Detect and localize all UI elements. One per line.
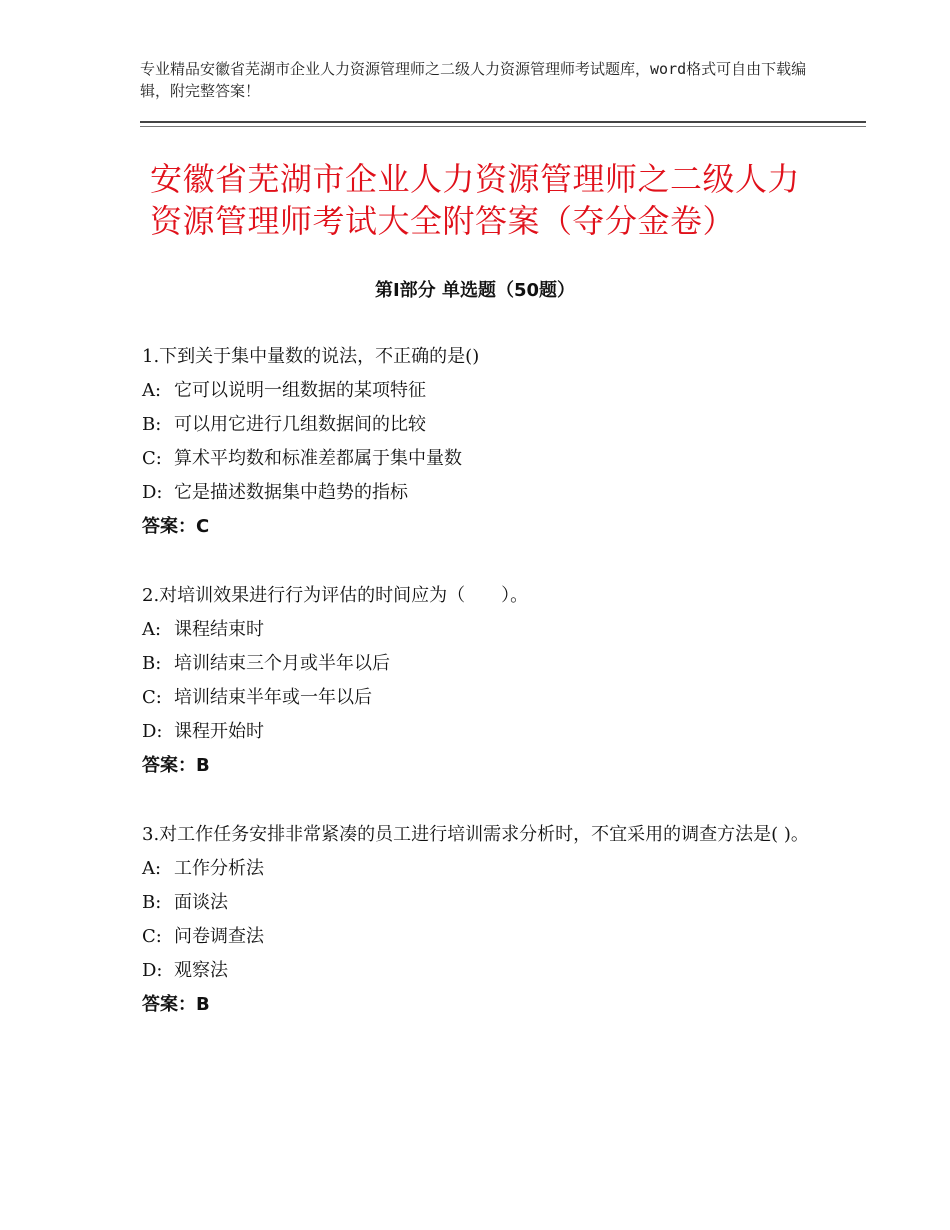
option-d — [142, 715, 822, 749]
question-stem: 3.对工作任务安排非常紧凑的员工进行培训需求分析时，不宜采用的调查方法是( )。 — [142, 824, 809, 845]
option-c — [142, 442, 822, 476]
option-text: 问卷调查法 — [174, 926, 264, 947]
option-key: B: — [142, 414, 162, 435]
option-text: 工作分析法 — [174, 858, 264, 879]
option-text: 算术平均数和标准差都属于集中量数 — [174, 448, 462, 469]
question-stem: 2.对培训效果进行行为评估的时间应为（ ）。 — [142, 585, 529, 606]
section-title: 第Ⅰ部分 单选题（50题） — [374, 280, 575, 301]
option-text: 培训结束三个月或半年以后 — [174, 653, 390, 674]
option-c — [142, 681, 822, 715]
option-text: 课程结束时 — [174, 619, 264, 640]
question-stem: 1.下到关于集中量数的说法，不正确的是() — [142, 346, 480, 367]
answer-line: 答案：B — [142, 994, 210, 1015]
option-key: D: — [142, 960, 163, 981]
option-key: B: — [142, 892, 162, 913]
option-key: C: — [142, 687, 162, 708]
header-rule-thick — [140, 121, 866, 123]
option-text: 可以用它进行几组数据间的比较 — [174, 414, 426, 435]
option-d — [142, 476, 822, 510]
answer-line: 答案：B — [142, 755, 210, 776]
option-d — [142, 954, 822, 988]
option-key: A: — [142, 858, 162, 879]
option-key: C: — [142, 926, 162, 947]
question-3 — [142, 818, 822, 1022]
option-b — [142, 647, 822, 681]
document-title: 安徽省芜湖市企业人力资源管理师之二级人力资源管理师考试大全附答案（夺分金卷） — [150, 160, 801, 240]
option-text: 观察法 — [174, 960, 228, 981]
option-text: 它可以说明一组数据的某项特征 — [174, 380, 426, 401]
answer-line: 答案：C — [142, 516, 210, 537]
option-key: A: — [142, 380, 162, 401]
question-1 — [142, 340, 822, 544]
option-c — [142, 920, 822, 954]
option-key: C: — [142, 448, 162, 469]
option-text: 它是描述数据集中趋势的指标 — [174, 482, 408, 503]
option-key: A: — [142, 619, 162, 640]
option-key: B: — [142, 653, 162, 674]
header-note: 专业精品安徽省芜湖市企业人力资源管理师之二级人力资源管理师考试题库，word格式可自由下载编辑，附完整答案！ — [140, 60, 807, 100]
header-rule-thin — [140, 126, 866, 127]
option-a — [142, 374, 822, 408]
option-a — [142, 852, 822, 886]
option-text: 培训结束半年或一年以后 — [174, 687, 372, 708]
option-a — [142, 613, 822, 647]
option-key: D: — [142, 482, 163, 503]
question-2 — [142, 579, 822, 783]
question-list — [142, 340, 822, 1057]
option-b — [142, 408, 822, 442]
option-b — [142, 886, 822, 920]
option-key: D: — [142, 721, 163, 742]
option-text: 面谈法 — [174, 892, 228, 913]
option-text: 课程开始时 — [174, 721, 264, 742]
